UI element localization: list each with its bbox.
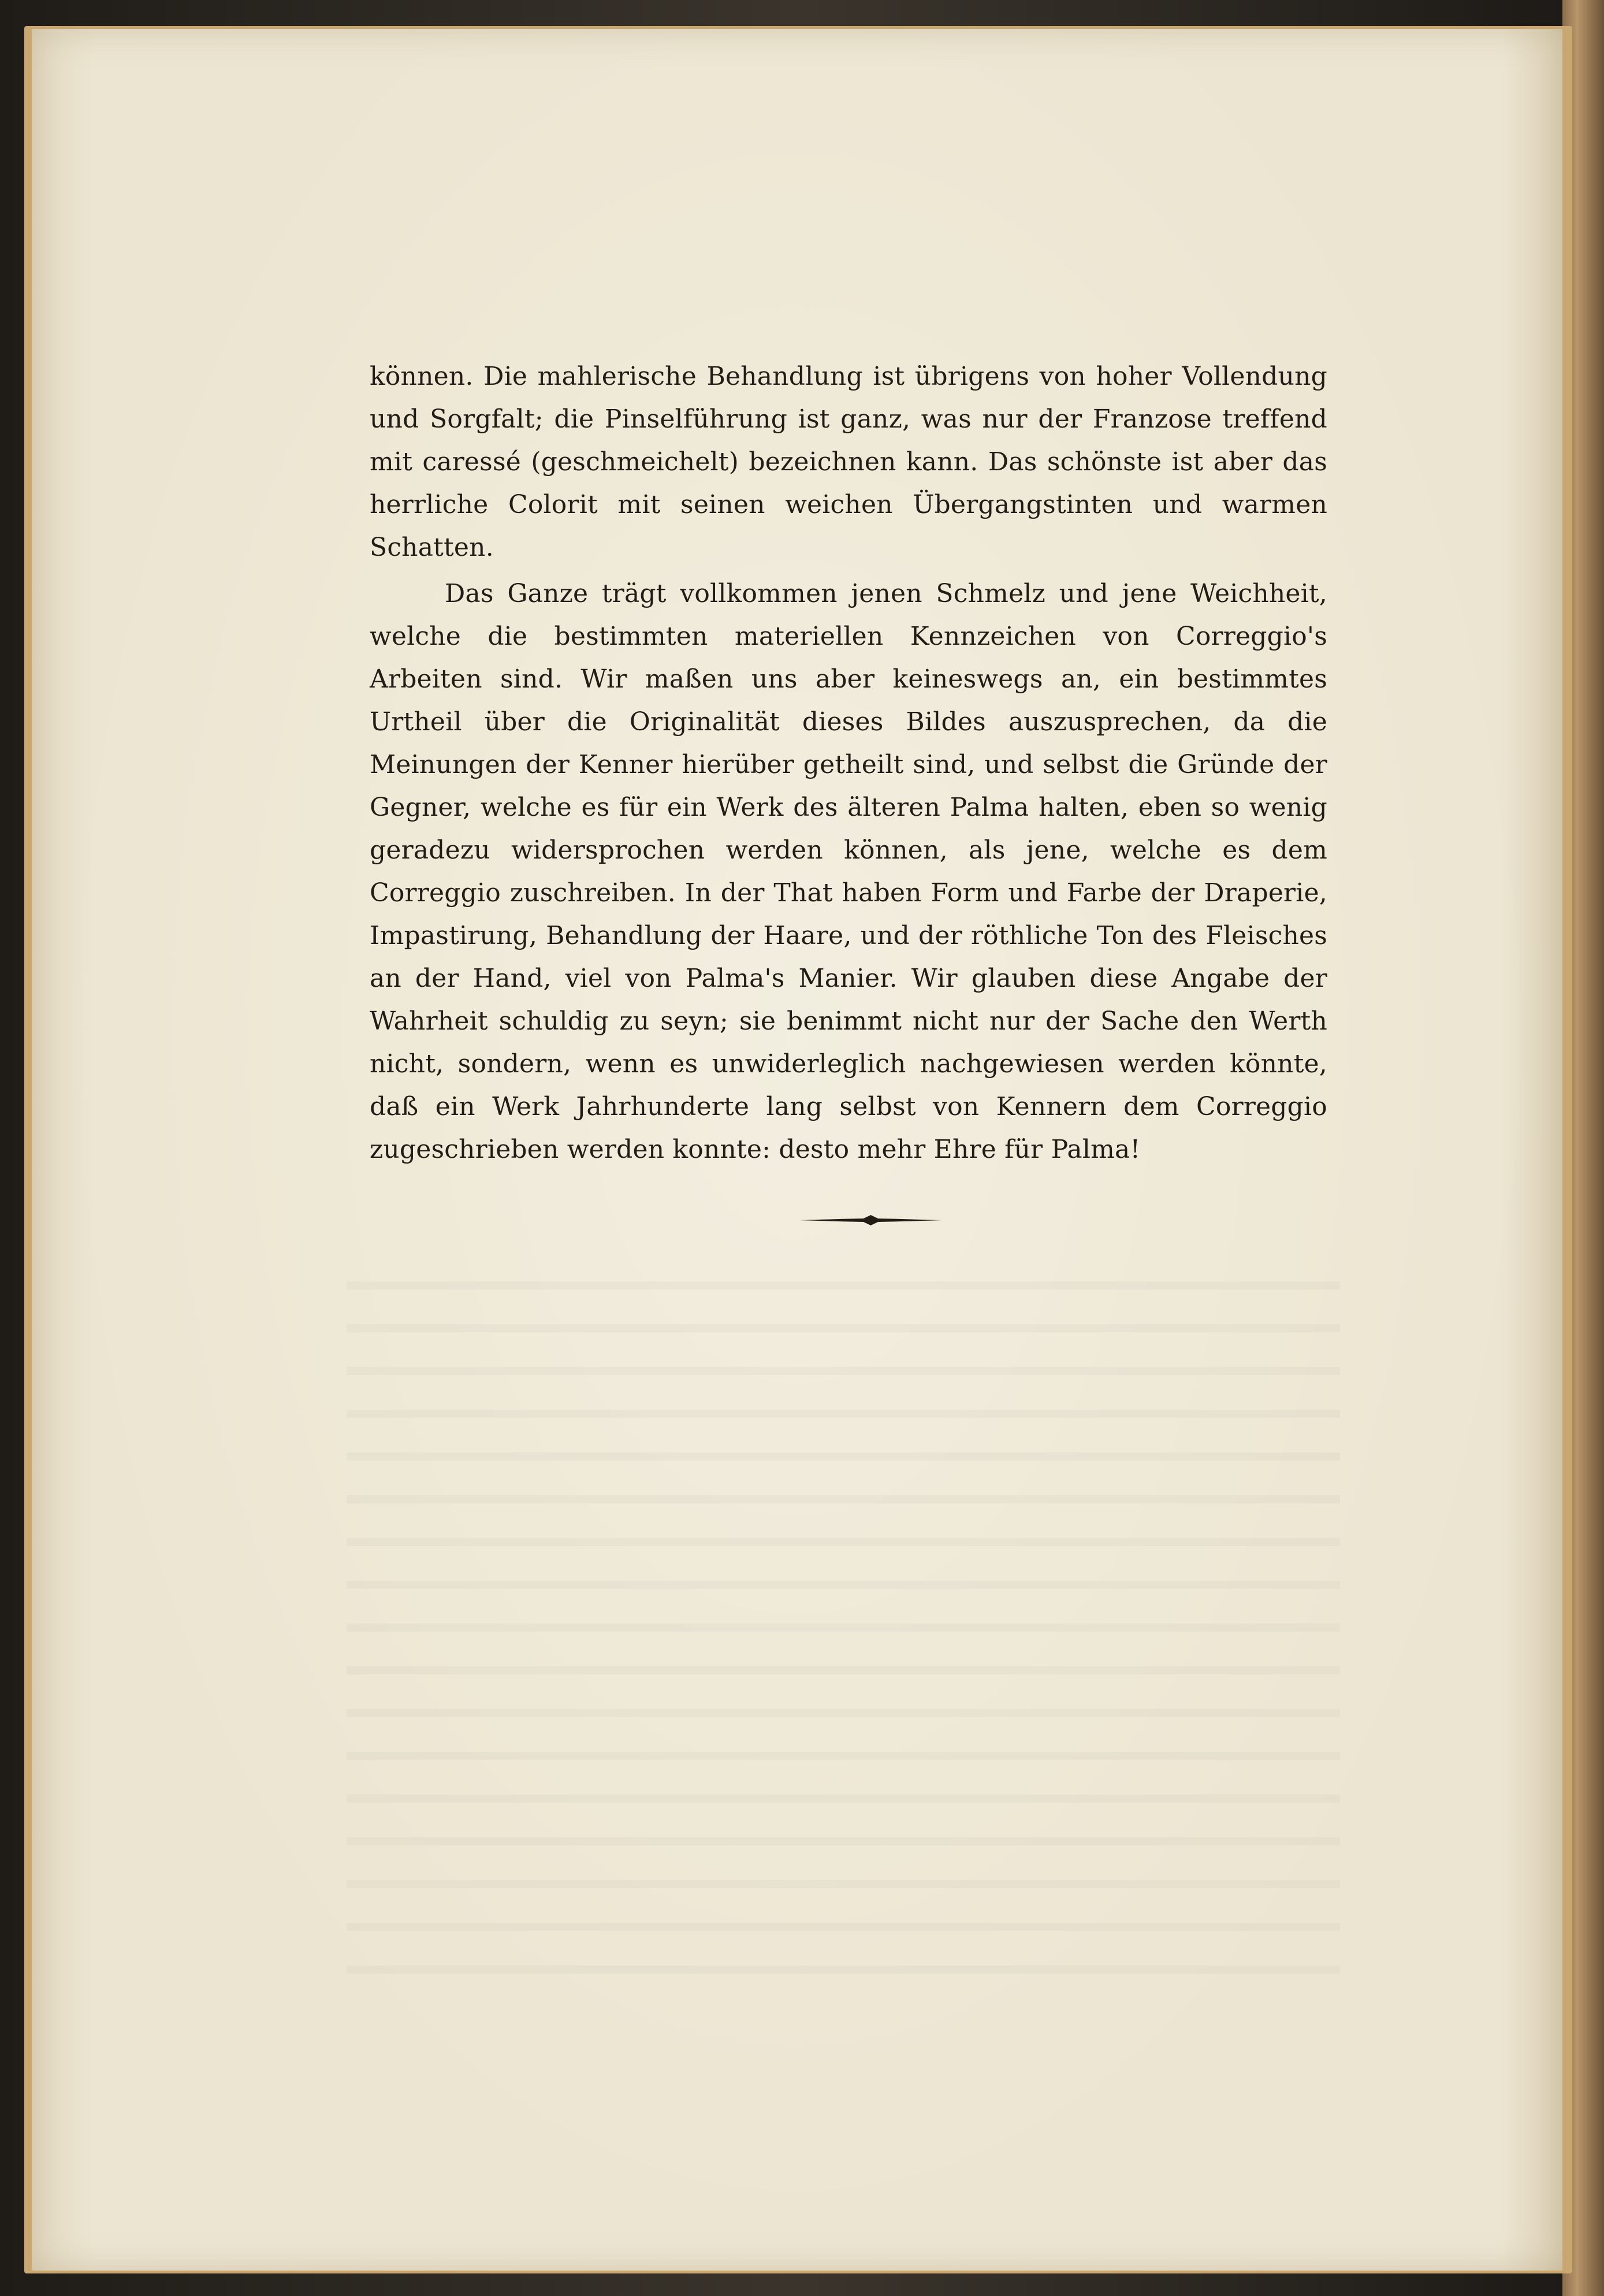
paragraph-continuation: können. Die mahlerische Behandlung ist übrigens von hoher Vollendung und Sorgfalt; die Pinselführung ist ganz, was nur der Franzose treffend mit caressé (geschmeichelt) bezeichnen kann. Das schönste ist aber das herrliche Colorit mit seinen weichen Übergangstinten und warmen Schatten. <box>370 362 1327 562</box>
body-text <box>370 355 1327 1171</box>
horizontal-rule-ornament <box>800 1213 941 1227</box>
bleed-through-text-shadow <box>347 1260 1340 1987</box>
paragraph-correggio-attribution: Das Ganze trägt vollkommen jenen Schmelz und jene Weichheit, welche die bestimmten materiellen Kennzeichen von Correggio's Arbeiten sind. Wir maßen uns aber keineswegs an, ein bestimmtes Urtheil über die Originalität dieses Bildes auszusprechen, da die Meinungen der Kenner hierüber getheilt sind, und selbst die Gründe der Gegner, welche es für ein Werk des älteren Palma halten, eben so wenig geradezu widersprochen werden können, als jene, welche es dem Correggio zuschreiben. In der That haben Form und Farbe der Draperie, Impastirung, Behandlung der Haare, und der röthliche Ton des Fleisches an der Hand, viel von Palma's Manier. Wir glauben diese Angabe der Wahrheit schuldig zu seyn; sie benimmt nicht nur der Sache den Werth nicht, sondern, wenn es unwiderleglich nachgewiesen werden könnte, daß ein Werk Jahrhunderte lang selbst von Kennern dem Correggio zugeschrieben werden konnte: desto mehr Ehre für Palma! <box>370 579 1327 1164</box>
